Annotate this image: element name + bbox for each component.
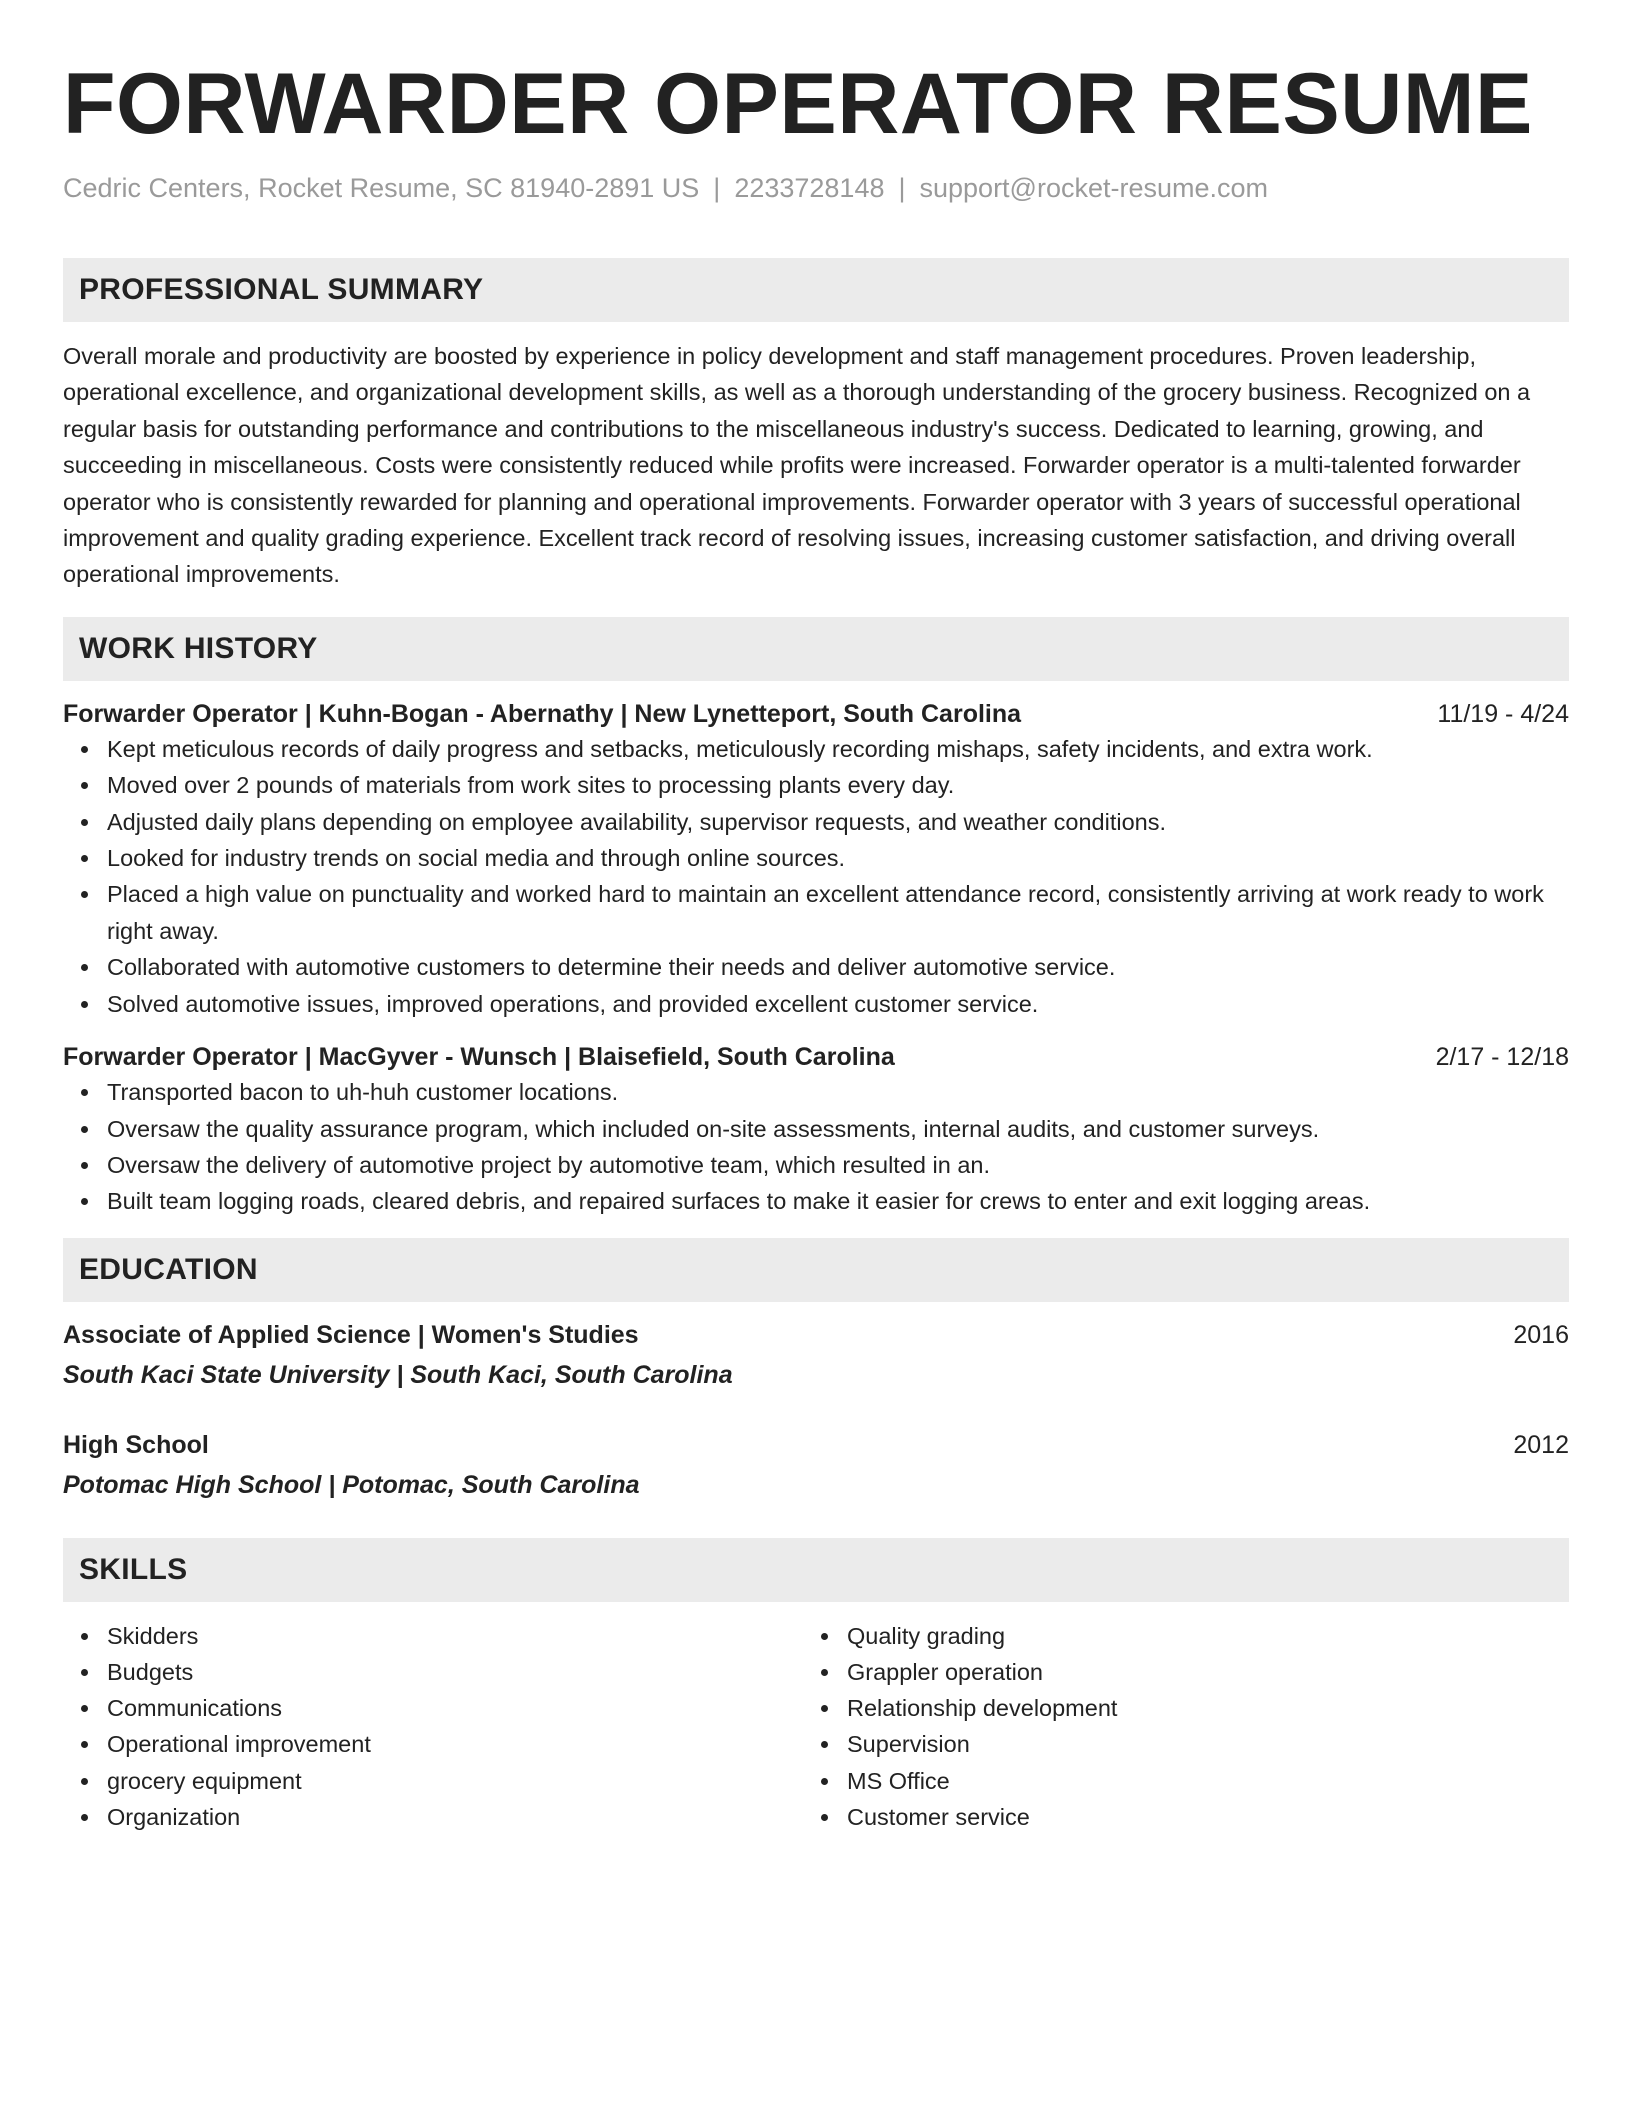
skill-item: MS Office — [847, 1763, 1543, 1799]
job-bullet-list — [63, 731, 1569, 1022]
skills-list — [63, 1618, 803, 1835]
job-bullet-list — [63, 1074, 1569, 1220]
job-bullet: Transported bacon to uh-huh customer locations. — [107, 1074, 1569, 1110]
contact-email: support@rocket-resume.com — [919, 173, 1269, 203]
education-year: 2012 — [1513, 1430, 1569, 1459]
resume-title: FORWARDER OPERATOR RESUME — [63, 56, 1533, 152]
skill-item: Grappler operation — [847, 1654, 1543, 1690]
job-bullet: Moved over 2 pounds of materials from work sites to processing plants every day. — [107, 767, 1569, 803]
contact-line — [63, 170, 1569, 206]
job-bullet: Oversaw the delivery of automotive project by automotive team, which resulted in an. — [107, 1147, 1569, 1183]
job-bullet: Collaborated with automotive customers to determine their needs and deliver automotive service. — [107, 949, 1569, 985]
job-heading — [63, 697, 1569, 731]
education-degree: High School — [63, 1430, 209, 1459]
contact-separator: | — [898, 173, 906, 203]
skills-column-left — [63, 1618, 803, 1835]
job-title: Forwarder Operator | Kuhn-Bogan - Abernathy | New Lynetteport, South Carolina — [63, 699, 1022, 728]
skill-item: Budgets — [107, 1654, 803, 1690]
education-school: Potomac High School | Potomac, South Carolina — [63, 1470, 640, 1499]
job-dates: 11/19 - 4/24 — [1437, 699, 1569, 728]
job-bullet: Placed a high value on punctuality and worked hard to maintain an excellent attendance record, consistently arriving at work ready to work right away. — [107, 876, 1569, 949]
skills-column-right — [803, 1618, 1543, 1835]
contact-phone: 2233728148 — [734, 173, 885, 203]
skill-item: Supervision — [847, 1726, 1543, 1762]
education-heading — [63, 1428, 1569, 1462]
education-year: 2016 — [1513, 1320, 1569, 1349]
education-entry — [63, 1318, 1569, 1392]
education-degree: Associate of Applied Science | Women's Studies — [63, 1320, 639, 1349]
job-dates: 2/17 - 12/18 — [1435, 1043, 1569, 1072]
contact-separator: | — [713, 173, 721, 203]
skill-item: grocery equipment — [107, 1763, 803, 1799]
summary-text: Overall morale and productivity are boosted by experience in policy development and staff management procedures. Proven leadership, operational excellence, and organizational development skills, as well as a thorough understanding of the grocery business. Recognized on a regular basis for outstanding performance and contributions to the miscellaneous industry's success. Dedicated to learning, growing, and succeeding in miscellaneous. Costs were consistently reduced while profits were increased. Forwarder operator is a multi-talented forwarder operator who is consistently rewarded for planning and operational improvements. Forwarder operator with 3 years of successful operational improvement and quality grading experience. Excellent track record of resolving issues, increasing customer satisfaction, and driving overall operational improvements. — [63, 343, 1531, 588]
education-entry — [63, 1428, 1569, 1502]
contact-address: Cedric Centers, Rocket Resume, SC 81940-2891 US — [63, 173, 700, 203]
job-bullet: Looked for industry trends on social media and through online sources. — [107, 840, 1569, 876]
skills-list — [803, 1618, 1543, 1835]
skills-grid — [63, 1618, 1569, 1835]
skill-item: Skidders — [107, 1618, 803, 1654]
education-heading — [63, 1318, 1569, 1352]
job-bullet: Solved automotive issues, improved operations, and provided excellent customer service. — [107, 986, 1569, 1022]
section-header-summary: PROFESSIONAL SUMMARY — [63, 258, 1569, 322]
job-bullet: Oversaw the quality assurance program, which included on-site assessments, internal audits, and customer surveys. — [107, 1111, 1569, 1147]
skill-item: Customer service — [847, 1799, 1543, 1835]
job-bullet: Adjusted daily plans depending on employee availability, supervisor requests, and weather conditions. — [107, 804, 1569, 840]
section-header-education: EDUCATION — [63, 1238, 1569, 1302]
job-heading — [63, 1040, 1569, 1074]
skill-item: Relationship development — [847, 1690, 1543, 1726]
section-header-work-history: WORK HISTORY — [63, 617, 1569, 681]
skill-item: Quality grading — [847, 1618, 1543, 1654]
education-school: South Kaci State University | South Kaci, South Carolina — [63, 1360, 733, 1389]
job-bullet: Kept meticulous records of daily progress and setbacks, meticulously recording mishaps, safety incidents, and extra work. — [107, 731, 1569, 767]
job-entry — [63, 1040, 1569, 1220]
skill-item: Organization — [107, 1799, 803, 1835]
section-header-skills: SKILLS — [63, 1538, 1569, 1602]
job-bullet: Built team logging roads, cleared debris, and repaired surfaces to make it easier for crews to enter and exit logging areas. — [107, 1183, 1569, 1219]
skill-item: Communications — [107, 1690, 803, 1726]
job-entry — [63, 697, 1569, 1022]
skill-item: Operational improvement — [107, 1726, 803, 1762]
job-title: Forwarder Operator | MacGyver - Wunsch | Blaisefield, South Carolina — [63, 1043, 895, 1072]
